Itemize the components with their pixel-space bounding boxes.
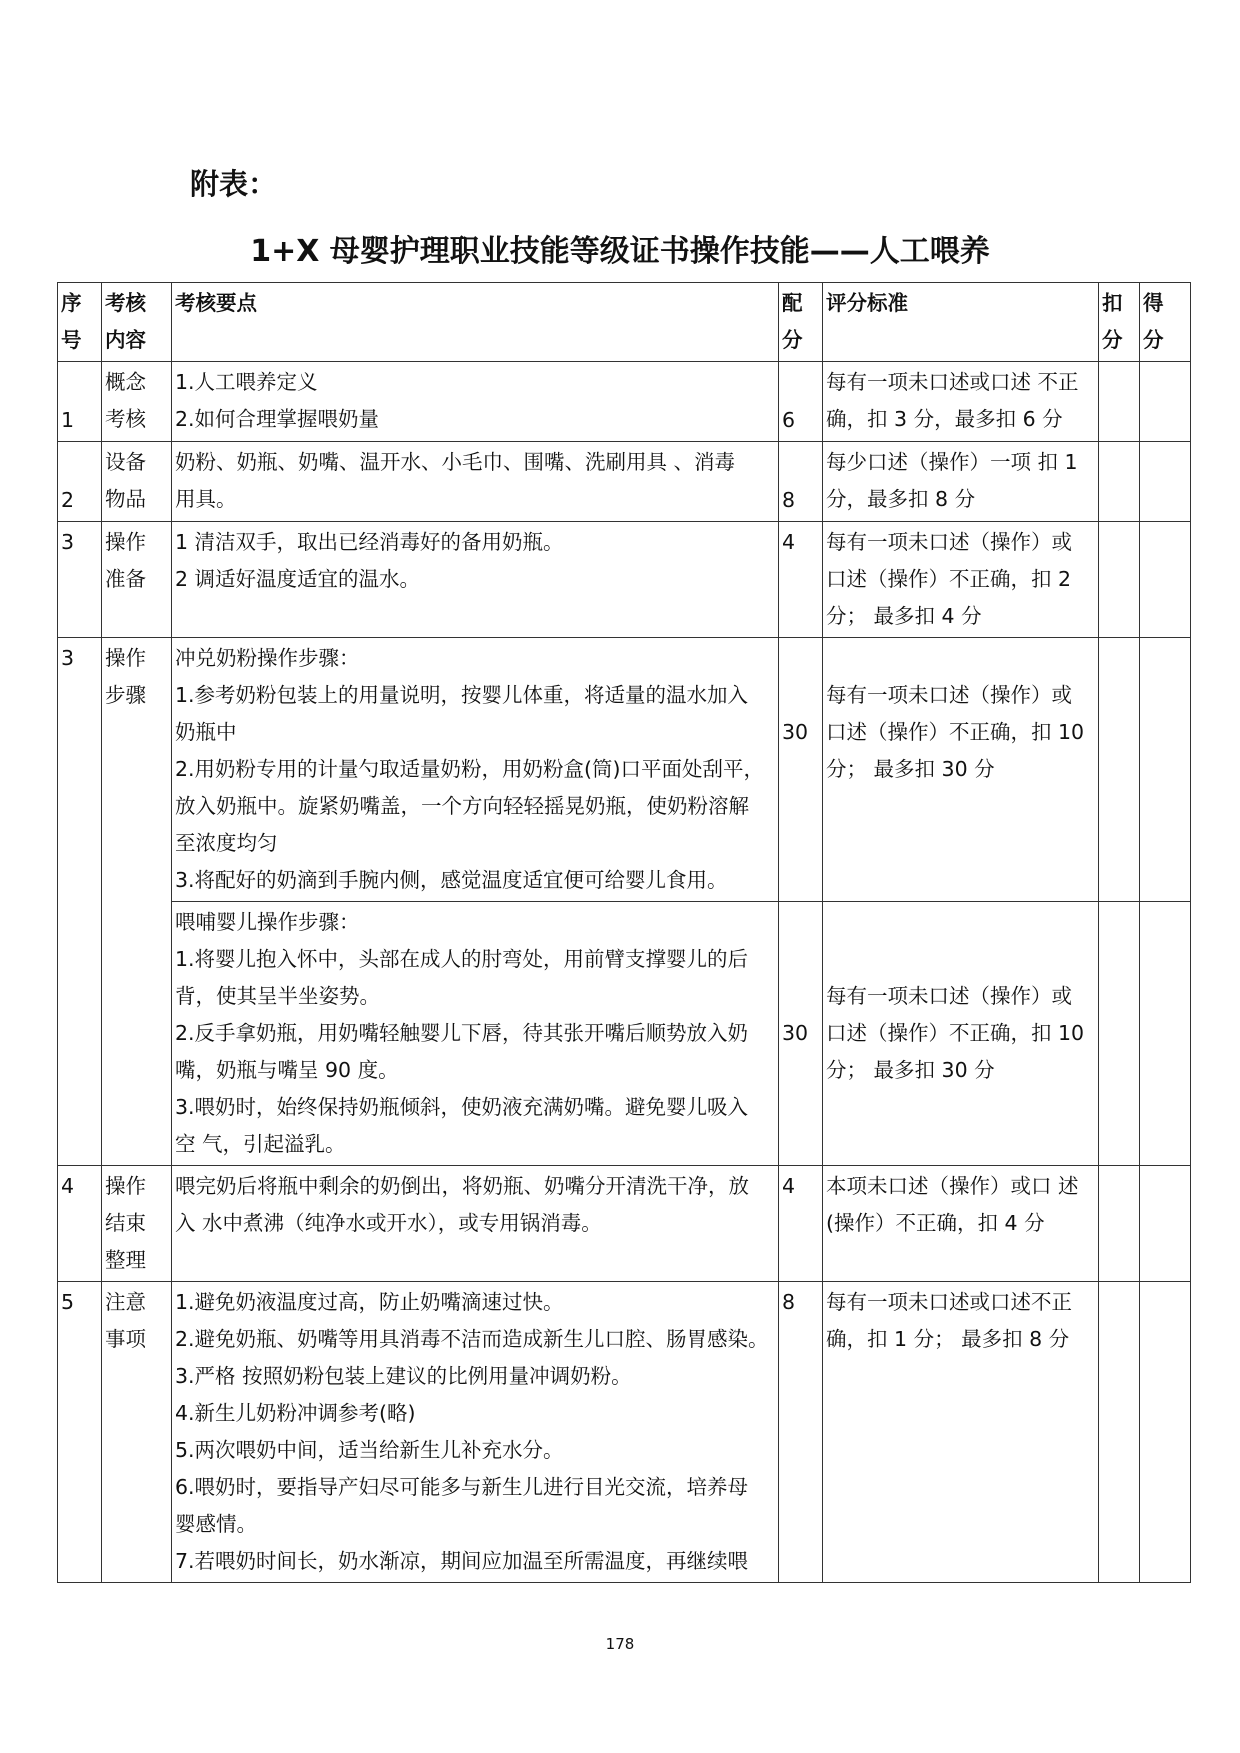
row-content: 设备 物品 — [102, 442, 172, 522]
row-no: 3 — [58, 522, 102, 638]
row-points: 1.人工喂养定义 2.如何合理掌握喂奶量 — [172, 362, 779, 442]
row-points: 喂哺婴儿操作步骤： 1.将婴儿抱入怀中，头部在成人的肘弯处，用前臂支撑婴儿的后 背，使其呈半坐姿势。 2.反手拿奶瓶，用奶嘴轻触婴儿下唇，待其张开嘴后顺势放入奶 嘴，奶瓶与嘴呈 90 度。 3.喂奶时，始终保持奶瓶倾斜，使奶液充满奶嘴。避免婴儿吸入 空 气，引起溢乳。 — [172, 902, 779, 1166]
table-row — [58, 638, 1191, 902]
table-row — [58, 362, 1191, 442]
row-no: 1 — [58, 362, 102, 442]
row-get — [1140, 902, 1191, 1166]
table-header-row — [58, 283, 1191, 362]
row-score: 30 — [779, 902, 823, 1166]
row-deduct — [1099, 902, 1140, 1166]
row-content: 注意 事项 — [102, 1282, 172, 1583]
row-score: 8 — [779, 442, 823, 522]
row-content: 操作 步骤 — [102, 638, 172, 1166]
row-points: 冲兑奶粉操作步骤： 1.参考奶粉包装上的用量说明，按婴儿体重，将适量的温水加入 奶瓶中 2.用奶粉专用的计量勺取适量奶粉，用奶粉盒(筒)口平面处刮平， 放入奶瓶中。旋紧奶嘴盖，一个方向轻轻摇晃奶瓶，使奶粉溶解 至浓度均匀 3.将配好的奶滴到手腕内侧，感觉温度适宜便可给婴儿食用。 — [172, 638, 779, 902]
row-criteria: 每少口述（操作）一项 扣 1 分，最多扣 8 分 — [823, 442, 1099, 522]
page-number: 178 — [605, 1635, 635, 1653]
row-points: 1 清洁双手，取出已经消毒好的备用奶瓶。 2 调适好温度适宜的温水。 — [172, 522, 779, 638]
row-deduct — [1099, 638, 1140, 902]
header-deduct: 扣 分 — [1099, 283, 1140, 362]
document-title: 1+X 母婴护理职业技能等级证书操作技能——人工喂养 — [250, 234, 990, 269]
row-criteria: 本项未口述（操作）或口 述 (操作）不正确，扣 4 分 — [823, 1166, 1099, 1282]
row-get — [1140, 1166, 1191, 1282]
row-get — [1140, 442, 1191, 522]
row-score: 8 — [779, 1282, 823, 1583]
row-points: 1.避免奶液温度过高，防止奶嘴滴速过快。 2.避免奶瓶、奶嘴等用具消毒不洁而造成新生儿口腔、肠胃感染。 3.严格 按照奶粉包装上建议的比例用量冲调奶粉。 4.新生儿奶粉冲调参考(略) 5.两次喂奶中间，适当给新生儿补充水分。 6.喂奶时，要指导产妇尽可能多与新生儿进行目光交流，培养母 婴感情。 7.若喂奶时间长，奶水渐凉，期间应加温至所需温度，再继续喂 — [172, 1282, 779, 1583]
row-no: 2 — [58, 442, 102, 522]
row-criteria: 每有一项未口述（操作）或 口述（操作）不正确，扣 10 分； 最多扣 30 分 — [823, 902, 1099, 1166]
row-score: 30 — [779, 638, 823, 902]
table-row — [58, 902, 1191, 1166]
row-criteria: 每有一项未口述或口述 不正 确，扣 3 分，最多扣 6 分 — [823, 362, 1099, 442]
row-no: 5 — [58, 1282, 102, 1583]
table-row — [58, 442, 1191, 522]
row-get — [1140, 1282, 1191, 1583]
row-score: 6 — [779, 362, 823, 442]
appendix-heading: 附表： — [190, 167, 278, 201]
header-points: 考核要点 — [172, 283, 779, 362]
row-points: 喂完奶后将瓶中剩余的奶倒出，将奶瓶、奶嘴分开清洗干净，放 入 水中煮沸（纯净水或开水），或专用锅消毒。 — [172, 1166, 779, 1282]
row-get — [1140, 522, 1191, 638]
row-content: 操作 结束 整理 — [102, 1166, 172, 1282]
row-deduct — [1099, 522, 1140, 638]
header-no: 序 号 — [58, 283, 102, 362]
table-row — [58, 522, 1191, 638]
row-deduct — [1099, 1166, 1140, 1282]
row-deduct — [1099, 442, 1140, 522]
header-content: 考核 内容 — [102, 283, 172, 362]
header-criteria: 评分标准 — [823, 283, 1099, 362]
row-no: 3 — [58, 638, 102, 1166]
table-row — [58, 1166, 1191, 1282]
row-criteria: 每有一项未口述（操作）或 口述（操作）不正确，扣 10 分； 最多扣 30 分 — [823, 638, 1099, 902]
row-criteria: 每有一项未口述或口述不正 确，扣 1 分； 最多扣 8 分 — [823, 1282, 1099, 1583]
row-content: 操作 准备 — [102, 522, 172, 638]
row-score: 4 — [779, 1166, 823, 1282]
header-score: 配 分 — [779, 283, 823, 362]
row-get — [1140, 362, 1191, 442]
scoring-table — [57, 282, 1191, 1583]
row-no: 4 — [58, 1166, 102, 1282]
row-deduct — [1099, 362, 1140, 442]
row-get — [1140, 638, 1191, 902]
row-criteria: 每有一项未口述（操作）或 口述（操作）不正确，扣 2 分； 最多扣 4 分 — [823, 522, 1099, 638]
row-score: 4 — [779, 522, 823, 638]
table-row — [58, 1282, 1191, 1583]
header-get: 得 分 — [1140, 283, 1191, 362]
row-deduct — [1099, 1282, 1140, 1583]
row-content: 概念 考核 — [102, 362, 172, 442]
row-points: 奶粉、奶瓶、奶嘴、温开水、小毛巾、围嘴、洗刷用具 、消毒 用具。 — [172, 442, 779, 522]
